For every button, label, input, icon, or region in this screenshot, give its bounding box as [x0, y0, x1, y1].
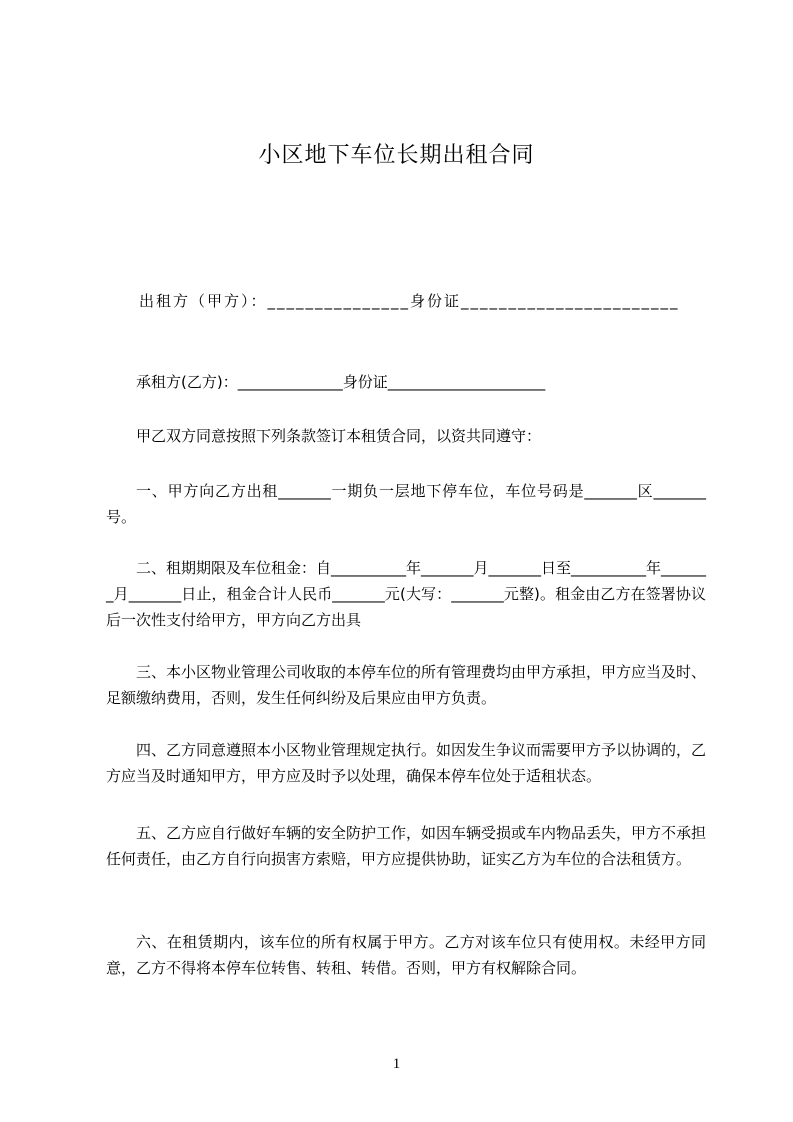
clause-5: 五、乙方应自行做好车辆的安全防护工作，如因车辆受损或车内物品丢失，甲方不承担任何责任，由乙方自行向损害方索赔，甲方应提供协助，证实乙方为车位的合法租赁方。 — [106, 824, 707, 868]
contract-title: 小区地下车位长期出租合同 — [258, 143, 535, 168]
clause-6: 六、在租赁期内，该车位的所有权属于甲方。乙方对该车位只有使用权。未经甲方同意，乙方不得将本停车位转售、转租、转借。否则，甲方有权解除合同。 — [106, 933, 706, 977]
lessee-line: 承租方(乙方)：______________身份证_____________________ — [136, 373, 546, 391]
intro-paragraph: 甲乙双方同意按照下列条款签订本租赁合同，以资共同遵守： — [136, 427, 542, 445]
clause-3: 三、本小区物业管理公司收取的本停车位的所有管理费均由甲方承担，甲方应当及时、足额缴纳费用，否则，发生任何纠纷及后果应由甲方负责。 — [106, 663, 707, 707]
clause-4: 四、乙方同意遵照本小区物业管理规定执行。如因发生争议而需要甲方予以协调的，乙方应当及时通知甲方，甲方应及时予以处理，确保本停车位处于适租状态。 — [106, 741, 707, 785]
page-number: 1 — [392, 1056, 401, 1072]
lessor-line: 出租方（甲方）：_______________身份证_______________________ — [139, 292, 680, 310]
clause-2: 二、租期期限及车位租金：自__________年_______月_______日至__________年_______月_______日止，租金合计人民币_______元(大写：_______元整)。租金由乙方在签署协议后一次性支付给甲方，甲方向乙方出具 — [106, 559, 707, 629]
clause-1: 一、甲方向乙方出租_______一期负一层地下停车位，车位号码是_______区_______号。 — [106, 482, 706, 526]
